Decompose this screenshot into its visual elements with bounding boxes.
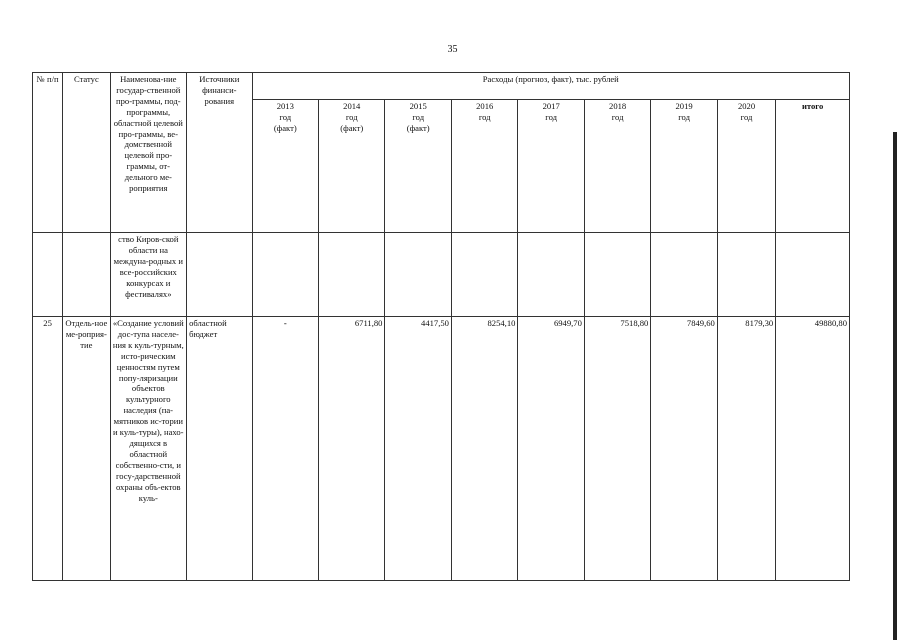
budget-table [32,72,850,581]
header-expenses: Расходы (прогноз, факт), тыс. рублей [252,73,849,100]
row-name: «Создание условий дос-тупа населе-ния к куль-турным, исто-рическим ценностям путем попу-ляризации объектов культурного наследия (па-мятников ис-тории и куль-туры), нахо-дящихся в областной собственно-сти, и госу-дарственной охраны объ-ектов куль- [110,317,187,581]
header-status: Статус [63,73,110,233]
header-year-2016: 2016 год [451,100,517,233]
value-2017: 6949,70 [518,317,584,581]
cell-empty [187,233,252,317]
cell-empty [252,233,318,317]
value-2013: - [252,317,318,581]
row-status: Отдель-ное ме-роприя-тие [63,317,110,581]
cell-empty [33,233,63,317]
page-number: 35 [447,44,458,55]
header-row-top [33,73,850,100]
value-2020: 8179,30 [717,317,775,581]
value-2016: 8254,10 [451,317,517,581]
header-name: Наименова-ние государ-ственной про-граммы, под-программы, областной целевой про-граммы, ве-домственной целевой про-граммы, от-дельного ме-роприятия [110,73,187,233]
header-year-2015: 2015 год (факт) [385,100,451,233]
value-total: 49880,80 [776,317,850,581]
header-sources: Источники финанси-рования [187,73,252,233]
value-2019: 7849,60 [651,317,717,581]
header-year-2019: 2019 год [651,100,717,233]
row-number: 25 [33,317,63,581]
header-year-2013: 2013 год (факт) [252,100,318,233]
value-2015: 4417,50 [385,317,451,581]
cell-empty [319,233,385,317]
cell-empty [651,233,717,317]
value-2014: 6711,80 [319,317,385,581]
continuation-row [33,233,850,317]
header-year-2014: 2014 год (факт) [319,100,385,233]
scan-edge-line [893,132,897,640]
cell-empty [385,233,451,317]
table-row-25 [33,317,850,581]
cell-empty [451,233,517,317]
continuation-name: ство Киров-ской области на междуна-родных и все-российских конкурсах и фестивалях» [110,233,187,317]
header-total: итого [776,100,850,233]
cell-empty [584,233,650,317]
header-year-2020: 2020 год [717,100,775,233]
value-2018: 7518,80 [584,317,650,581]
cell-empty [717,233,775,317]
cell-empty [776,233,850,317]
header-year-2018: 2018 год [584,100,650,233]
header-year-2017: 2017 год [518,100,584,233]
cell-empty [518,233,584,317]
header-no: № п/п [33,73,63,233]
row-source: областной бюджет [187,317,252,581]
cell-empty [63,233,110,317]
